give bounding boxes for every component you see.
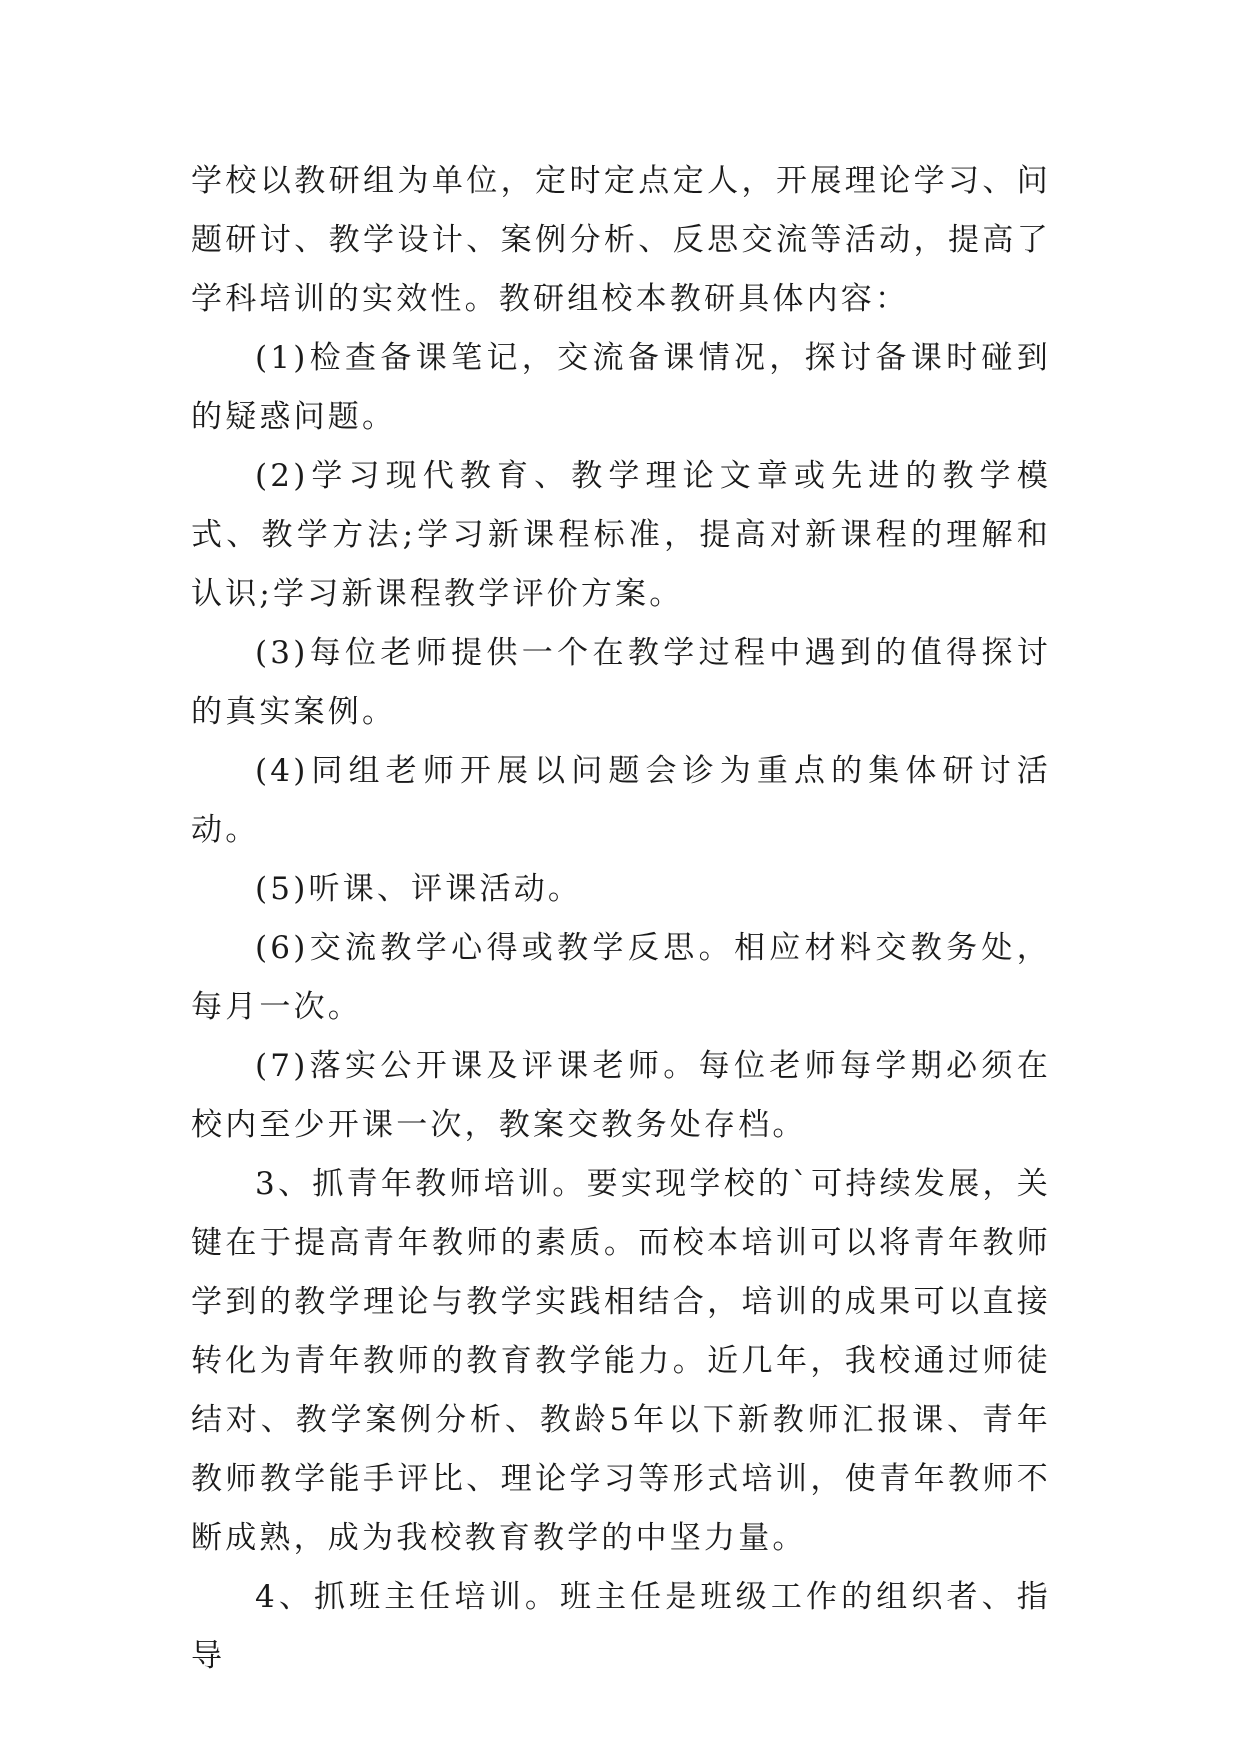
paragraph-item-1: (1)检查备课笔记，交流备课情况，探讨备课时碰到的疑惑问题。 bbox=[191, 340, 1051, 435]
paragraph-item-4: (4)同组老师开展以问题会诊为重点的集体研讨活动。 bbox=[191, 753, 1051, 848]
paragraph-item-7: (7)落实公开课及评课老师。每位老师每学期必须在校内至少开课一次，教案交教务处存档。 bbox=[191, 1048, 1051, 1143]
paragraph-section-4: 4、抓班主任培训。班主任是班级工作的组织者、指导 bbox=[191, 1579, 1051, 1674]
paragraph-section-3: 3、抓青年教师培训。要实现学校的`可持续发展，关键在于提高青年教师的素质。而校本培训可以将青年教师学到的教学理论与教学实践相结合，培训的成果可以直接转化为青年教师的教育教学能力。近几年，我校通过师徒结对、教学案例分析、教龄5年以下新教师汇报课、青年教师教学能手评比、理论学习等形式培训，使青年教师不断成熟，成为我校教育教学的中坚力量。 bbox=[191, 1166, 1051, 1556]
paragraph-intro: 学校以教研组为单位，定时定点定人，开展理论学习、问题研讨、教学设计、案例分析、反思交流等活动，提高了学科培训的实效性。教研组校本教研具体内容： bbox=[191, 163, 1051, 317]
paragraph-item-2: (2)学习现代教育、教学理论文章或先进的教学模式、教学方法;学习新课程标准，提高对新课程的理解和认识;学习新课程教学评价方案。 bbox=[191, 458, 1051, 612]
paragraph-item-3: (3)每位老师提供一个在教学过程中遇到的值得探讨的真实案例。 bbox=[191, 635, 1051, 730]
paragraph-item-5: (5)听课、评课活动。 bbox=[255, 871, 583, 907]
body-text bbox=[191, 152, 1051, 1686]
paragraph-item-6: (6)交流教学心得或教学反思。相应材料交教务处，每月一次。 bbox=[191, 930, 1051, 1025]
